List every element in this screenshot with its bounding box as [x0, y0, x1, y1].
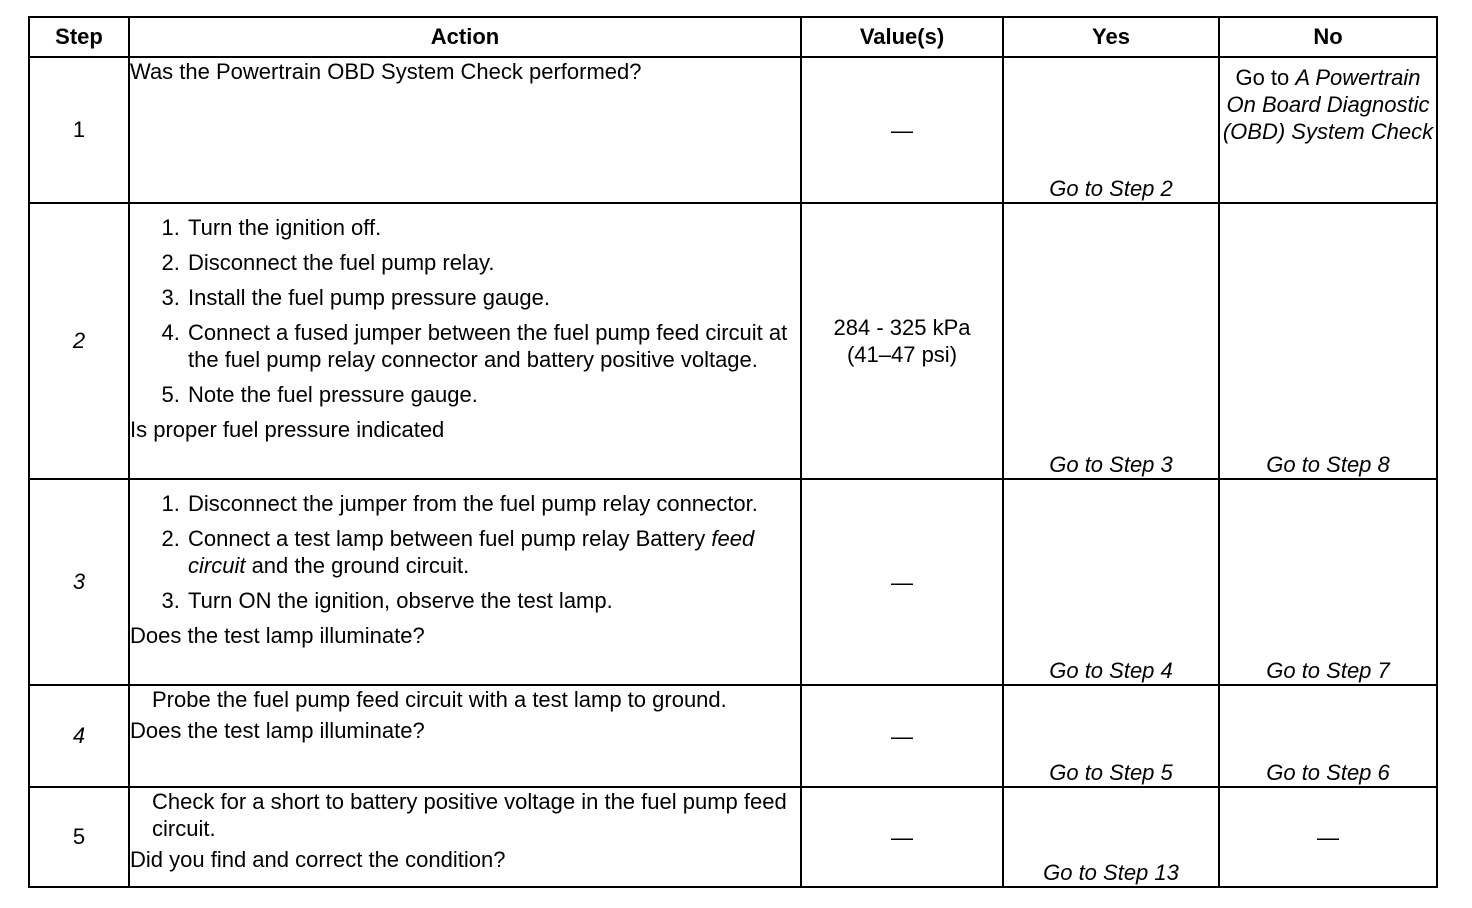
action-question: Did you find and correct the condition? — [130, 847, 506, 872]
no-cell: Go to Step 8 — [1219, 203, 1437, 479]
value-line: 284 - 325 kPa — [833, 315, 971, 340]
header-values: Value(s) — [801, 17, 1003, 57]
action-step-item — [186, 525, 800, 579]
step-number: 4 — [29, 685, 129, 787]
action-text: Connect a test lamp between fuel pump relay Battery — [188, 526, 712, 551]
step-number: 3 — [29, 479, 129, 685]
action-instruction: Probe the fuel pump feed circuit with a test lamp to ground. — [152, 687, 727, 712]
action-question: Is proper fuel pressure indicated — [130, 417, 445, 442]
action-steps-list — [130, 214, 800, 408]
no-cell: — — [1219, 787, 1437, 887]
yes-cell: Go to Step 5 — [1003, 685, 1219, 787]
action-step-item: 3. Turn ON the ignition, observe the test lamp. — [186, 587, 800, 614]
action-cell — [129, 57, 801, 203]
header-no: No — [1219, 17, 1437, 57]
no-cell: Go to Step 6 — [1219, 685, 1437, 787]
yes-cell: Go to Step 3 — [1003, 203, 1219, 479]
header-step: Step — [29, 17, 129, 57]
diagnostic-table — [28, 16, 1438, 888]
action-cell — [129, 685, 801, 787]
action-question: Does the test lamp illuminate? — [130, 623, 425, 648]
value-cell: — — [801, 685, 1003, 787]
table-row-step-1 — [29, 57, 1437, 203]
action-step-item: 1. Disconnect the jumper from the fuel pump relay connector. — [186, 490, 800, 517]
value-cell: — — [801, 787, 1003, 887]
header-action: Action — [129, 17, 801, 57]
step-number: 1 — [29, 57, 129, 203]
action-steps-list — [130, 490, 800, 614]
action-question: Does the test lamp illuminate? — [130, 718, 425, 743]
action-instruction: Check for a short to battery positive voltage in the fuel pump feed circuit. — [152, 789, 787, 841]
no-cell: Go to Step 7 — [1219, 479, 1437, 685]
value-cell: — — [801, 57, 1003, 203]
action-step-item: 1. Turn the ignition off. — [186, 214, 800, 241]
table-row-step-2 — [29, 203, 1437, 479]
value-cell — [801, 203, 1003, 479]
yes-cell: Go to Step 13 — [1003, 787, 1219, 887]
yes-cell: Go to Step 4 — [1003, 479, 1219, 685]
no-cell — [1219, 57, 1437, 203]
action-cell — [129, 203, 801, 479]
action-step-item: 5. Note the fuel pressure gauge. — [186, 381, 800, 408]
header-row — [29, 17, 1437, 57]
action-text: and the ground circuit. — [245, 553, 470, 578]
step-number: 2 — [29, 203, 129, 479]
value-cell: — — [801, 479, 1003, 685]
step-number: 5 — [29, 787, 129, 887]
action-cell — [129, 787, 801, 887]
action-step-item: 3. Install the fuel pump pressure gauge. — [186, 284, 800, 311]
no-link-text: A Powertrain On Board Diagnostic (OBD) System Check — [1222, 65, 1434, 144]
no-prefix: Go to — [1235, 65, 1296, 90]
action-step-item: 4. Connect a fused jumper between the fuel pump feed circuit at the fuel pump relay connector and battery positive voltage. — [186, 319, 800, 373]
action-question: Was the Powertrain OBD System Check performed? — [130, 59, 642, 84]
yes-cell: Go to Step 2 — [1003, 57, 1219, 203]
header-yes: Yes — [1003, 17, 1219, 57]
table-row-step-4 — [29, 685, 1437, 787]
action-emphasis: feed circuit — [188, 526, 755, 578]
value-line: (41–47 psi) — [846, 342, 958, 367]
table-row-step-3 — [29, 479, 1437, 685]
action-step-item: 2. Disconnect the fuel pump relay. — [186, 249, 800, 276]
table-row-step-5 — [29, 787, 1437, 887]
action-cell — [129, 479, 801, 685]
